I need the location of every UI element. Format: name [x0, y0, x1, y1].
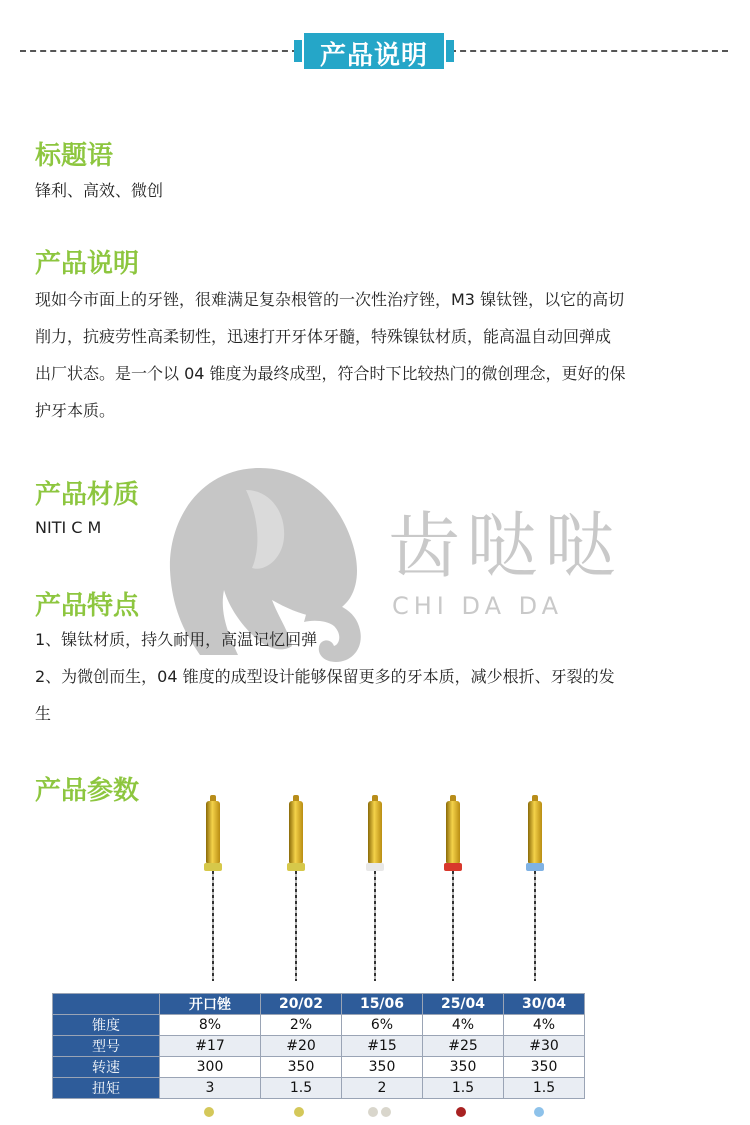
table-header-cell: 15/06	[342, 994, 423, 1015]
table-cell: 4%	[423, 1015, 504, 1036]
features-body	[35, 621, 715, 732]
header-title: 产品说明	[319, 41, 428, 71]
header-dashed-line-left	[20, 50, 298, 52]
endo-file	[438, 795, 468, 985]
table-cell: 350	[504, 1057, 585, 1078]
table-row	[53, 1015, 585, 1036]
material-text: NITI C M	[35, 518, 102, 537]
section-title-features: 产品特点	[35, 591, 140, 621]
watermark-brand-cn: 齿哒哒	[388, 504, 623, 588]
slogan-text: 锋利、高效、微创	[35, 181, 164, 200]
table-cell: 3	[160, 1078, 261, 1099]
endo-file	[520, 795, 550, 985]
table-header-cell	[53, 994, 160, 1015]
color-dot	[294, 1107, 304, 1117]
description-line: 出厂状态。是一个以 04 锥度为最终成型，符合时下比较热门的微创理念，更好的保	[35, 364, 626, 383]
color-dot	[204, 1107, 214, 1117]
table-cell: 350	[261, 1057, 342, 1078]
table-cell: #17	[160, 1036, 261, 1057]
description-line: 现如今市面上的牙锉，很难满足复杂根管的一次性治疗锉，M3 镍钛锉，以它的高切	[35, 290, 625, 309]
table-row	[53, 1057, 585, 1078]
table-cell: 8%	[160, 1015, 261, 1036]
color-dot	[456, 1107, 466, 1117]
file-ring	[526, 863, 544, 871]
table-header-cell: 30/04	[504, 994, 585, 1015]
params-table	[52, 993, 585, 1099]
table-row-label: 型号	[53, 1036, 160, 1057]
table-row	[53, 1078, 585, 1099]
endo-file	[360, 795, 390, 985]
table-cell: #30	[504, 1036, 585, 1057]
table-header-cell: 25/04	[423, 994, 504, 1015]
watermark-brand-en: CHI DA DA	[392, 592, 564, 620]
table-row	[53, 1036, 585, 1057]
table-cell: #25	[423, 1036, 504, 1057]
feature-line: 生	[35, 704, 52, 723]
table-cell: 1.5	[504, 1078, 585, 1099]
header-banner-ear-left	[294, 40, 302, 62]
table-cell: 1.5	[423, 1078, 504, 1099]
description-body	[35, 281, 715, 429]
table-cell: 350	[423, 1057, 504, 1078]
file-ring	[204, 863, 222, 871]
header-dashed-line-right	[450, 50, 728, 52]
color-dot	[368, 1107, 378, 1117]
table-cell: 1.5	[261, 1078, 342, 1099]
feature-line: 1、镍钛材质，持久耐用，高温记忆回弹	[35, 630, 318, 649]
table-row-label: 转速	[53, 1057, 160, 1078]
endo-file	[198, 795, 228, 985]
color-dots-row	[0, 1107, 750, 1123]
table-header-cell: 开口锉	[160, 994, 261, 1015]
color-dot	[534, 1107, 544, 1117]
section-title-material: 产品材质	[35, 480, 140, 510]
file-ring	[366, 863, 384, 871]
description-line: 削力，抗疲劳性高柔韧性，迅速打开牙体牙髓，特殊镍钛材质，能高温自动回弹成	[35, 327, 612, 346]
table-cell: 2%	[261, 1015, 342, 1036]
table-cell: 2	[342, 1078, 423, 1099]
endo-file	[281, 795, 311, 985]
header-banner	[302, 31, 446, 71]
table-cell: #15	[342, 1036, 423, 1057]
table-cell: 300	[160, 1057, 261, 1078]
description-line: 护牙本质。	[35, 401, 116, 420]
section-title-slogan: 标题语	[35, 141, 114, 171]
file-ring	[444, 863, 462, 871]
file-ring	[287, 863, 305, 871]
feature-line: 2、为微创而生，04 锥度的成型设计能够保留更多的牙本质，减少根折、牙裂的发	[35, 667, 615, 686]
table-cell: 6%	[342, 1015, 423, 1036]
color-dot	[381, 1107, 391, 1117]
section-title-description: 产品说明	[35, 249, 140, 279]
header-banner-ear-right	[446, 40, 454, 62]
table-cell: 350	[342, 1057, 423, 1078]
endo-files-image	[185, 795, 585, 990]
table-row-label: 扭矩	[53, 1078, 160, 1099]
table-cell: #20	[261, 1036, 342, 1057]
section-title-params: 产品参数	[35, 776, 140, 806]
table-header-cell: 20/02	[261, 994, 342, 1015]
table-cell: 4%	[504, 1015, 585, 1036]
table-header-row	[53, 994, 585, 1015]
table-row-label: 锥度	[53, 1015, 160, 1036]
